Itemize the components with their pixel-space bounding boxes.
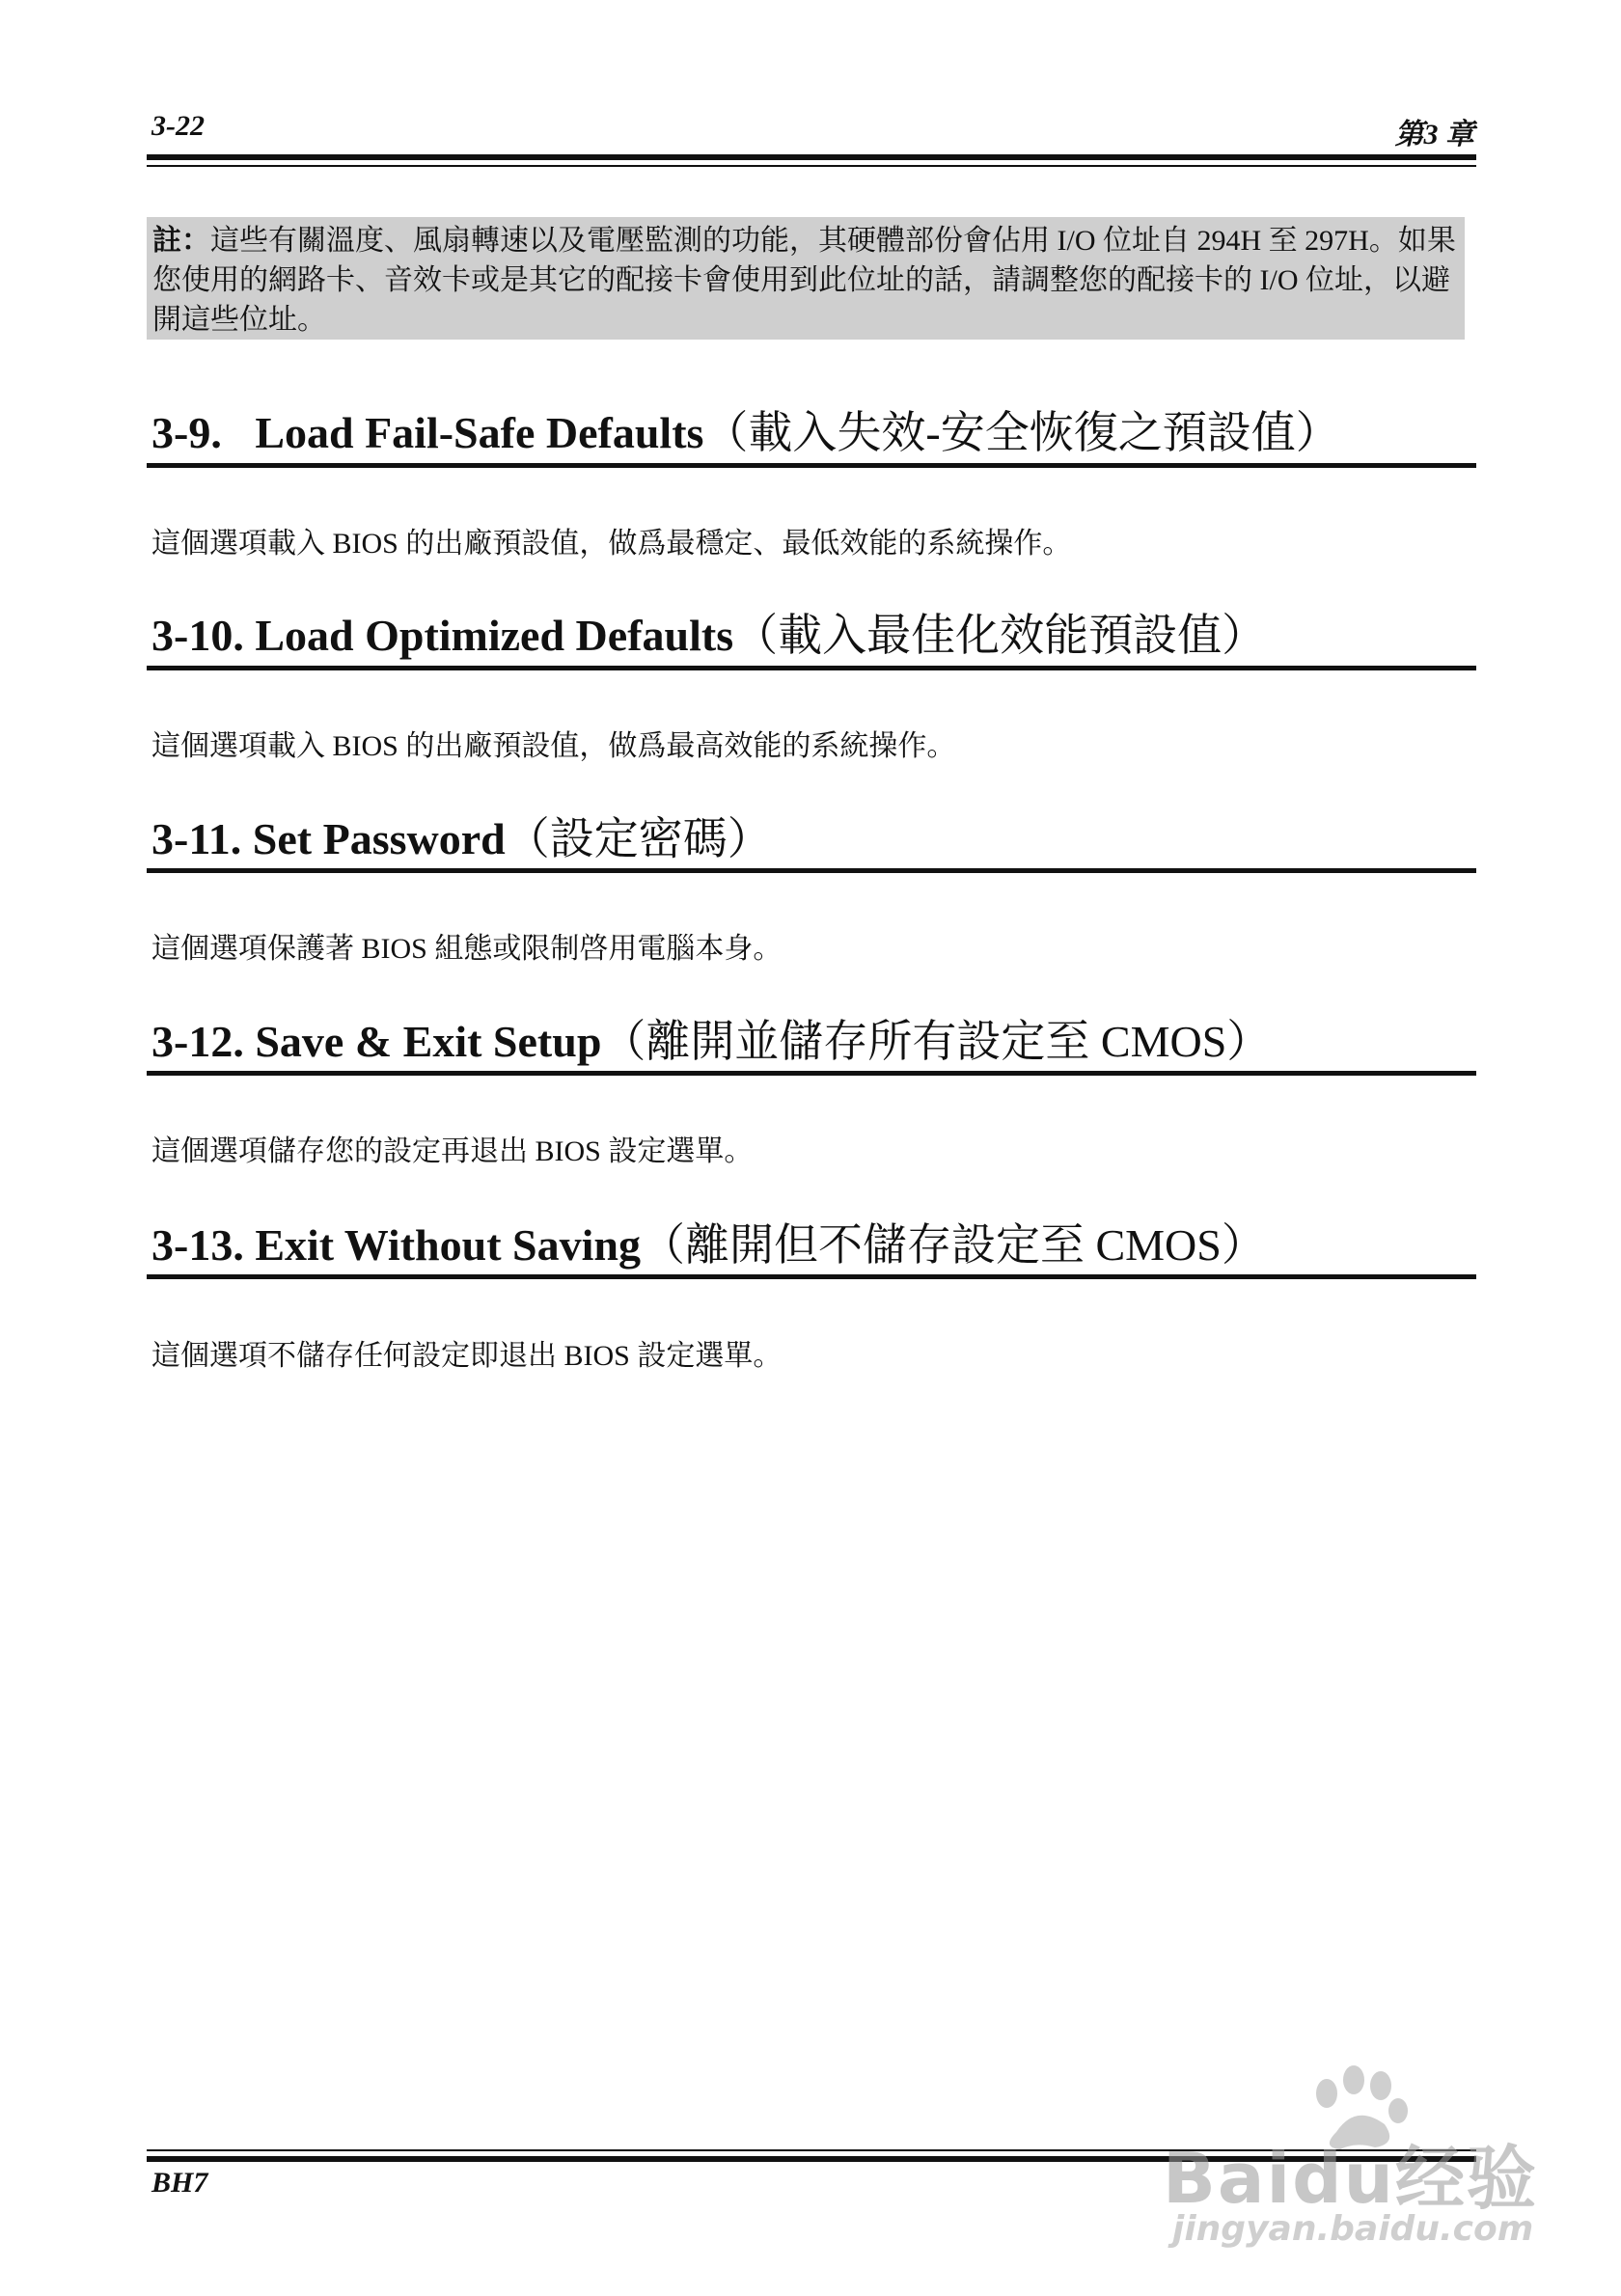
baidu-watermark (1153, 2064, 1578, 2257)
section-title-zh: （離開但不儲存設定至 CMOS） (640, 1220, 1266, 1270)
section-body: 這個選項載入 BIOS 的出廠預設值，做爲最穩定、最低效能的系統操作。 (151, 528, 1072, 560)
section-title (151, 804, 1473, 867)
section-rule (147, 463, 1476, 468)
header-rule-thin (147, 165, 1476, 167)
section-rule (147, 666, 1476, 670)
section-title-en: 3-12. Save & Exit Setup (151, 1017, 602, 1066)
section-title-en: 3-11. Set Password (151, 814, 506, 863)
section-title-zh: （載入最佳化效能預設值） (733, 611, 1267, 660)
watermark-url: jingyan.baidu.com (1172, 2209, 1534, 2249)
section-title-zh: （離開並儲存所有設定至 CMOS） (601, 1017, 1272, 1066)
section-rule (147, 1071, 1476, 1076)
section-title (151, 600, 1473, 664)
section-title (151, 1006, 1473, 1070)
section-title (151, 397, 1473, 461)
watermark-brand: Baidu经验 (1163, 2138, 1538, 2219)
note-text: 這些有關溫度、風扇轉速以及電壓監測的功能，其硬體部份會佔用 I/O 位址自 294H 至 297H。如果您使用的網路卡、音效卡或是其它的配接卡會使用到此位址的話，請調整您的配接卡的 I/O 位址，以避開這些位址。 (152, 225, 1456, 336)
section-title-en: 3-10. Load Optimized Defaults (151, 611, 734, 660)
section-rule (147, 868, 1476, 873)
section-title (151, 1210, 1473, 1273)
section-title-zh: （設定密碼） (505, 814, 772, 863)
section-body: 這個選項儲存您的設定再退出 BIOS 設定選單。 (151, 1135, 754, 1167)
section-body: 這個選項載入 BIOS 的出廠預設值，做爲最高效能的系統操作。 (151, 730, 956, 762)
header-rule (147, 154, 1476, 160)
footer-model: BH7 (151, 2167, 208, 2199)
note-box (147, 217, 1465, 340)
section-body: 這個選項不儲存任何設定即退出 BIOS 設定選單。 (151, 1340, 783, 1372)
page-number: 3-22 (151, 110, 205, 142)
section-body: 這個選項保護著 BIOS 組態或限制啓用電腦本身。 (151, 933, 783, 965)
section-title-zh: （載入失效-安全恢復之預設值） (703, 408, 1340, 457)
section-title-en: 3-9. Load Fail-Safe Defaults (151, 408, 704, 457)
note-label: 註： (152, 225, 210, 257)
chapter-label: 第3 章 (1394, 119, 1474, 150)
section-title-en: 3-13. Exit Without Saving (151, 1220, 641, 1270)
section-rule (147, 1274, 1476, 1279)
